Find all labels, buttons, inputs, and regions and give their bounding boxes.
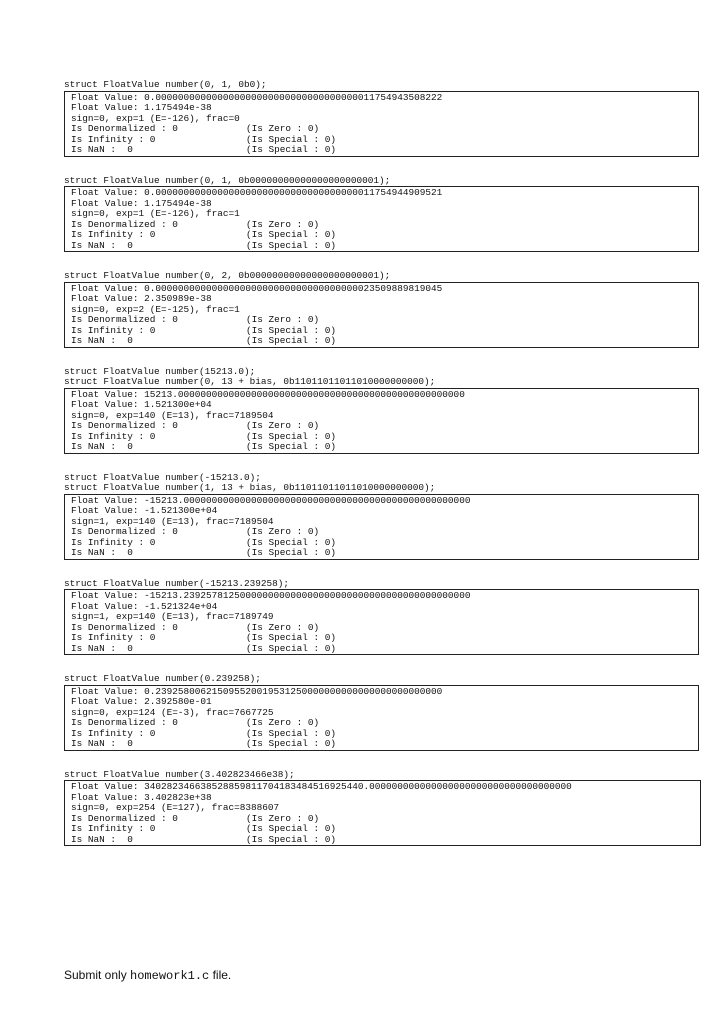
is-zero: (Is Zero : 0) [246, 717, 320, 728]
is-special: (Is Special : 0) [246, 324, 337, 336]
struct-declaration: struct FloatValue number(-15213.239258); [64, 577, 290, 589]
float-value-decimal: Float Value: 0.239258006215095520019531250000000000000000000000000 [71, 685, 443, 697]
float-example-block [64, 367, 704, 454]
float-example-block [64, 674, 704, 751]
is-special: (Is Special : 0) [246, 335, 337, 346]
is-denormalized: Is Denormalized : 0 [71, 314, 178, 325]
is-infinity: Is Infinity : 0 [71, 536, 156, 548]
struct-declaration: struct FloatValue number(0, 13 + bias, 0b11011011011010000000000); [64, 376, 436, 387]
is-zero: (Is Zero : 0) [246, 621, 320, 633]
is-nan: Is NaN : 0 [71, 833, 133, 845]
is-denormalized: Is Denormalized : 0 [71, 812, 178, 824]
output-box [64, 780, 701, 846]
float-example-block [64, 579, 704, 656]
float-value-scientific: Float Value: -1.521300e+04 [71, 505, 218, 516]
output-box [64, 685, 699, 751]
output-box [64, 589, 699, 655]
submission-prefix: Submit only [64, 968, 131, 982]
is-nan: Is NaN : 0 [71, 441, 133, 452]
output-box [64, 91, 699, 157]
float-value-scientific: Float Value: 1.521300e+04 [71, 399, 212, 410]
struct-declaration: struct FloatValue number(0, 1, 0b00000000000000000000001); [64, 174, 391, 186]
is-nan: Is NaN : 0 [71, 738, 133, 749]
is-special: (Is Special : 0) [246, 536, 337, 548]
float-example-block [64, 770, 704, 847]
is-special: (Is Special : 0) [246, 727, 337, 739]
is-zero: (Is Zero : 0) [246, 123, 320, 134]
float-value-scientific: Float Value: 1.175494e-38 [71, 197, 212, 209]
sign-exp-frac: sign=0, exp=2 (E=-125), frac=1 [71, 303, 240, 315]
sign-exp-frac: sign=0, exp=1 (E=-126), frac=0 [71, 112, 240, 124]
submission-suffix: file. [209, 968, 232, 982]
is-special: (Is Special : 0) [246, 642, 337, 654]
is-nan: Is NaN : 0 [71, 144, 133, 155]
is-special: (Is Special : 0) [246, 833, 337, 845]
is-special: (Is Special : 0) [246, 632, 337, 643]
is-infinity: Is Infinity : 0 [71, 823, 156, 834]
sign-exp-frac: sign=0, exp=124 (E=-3), frac=7667725 [71, 706, 274, 718]
is-nan: Is NaN : 0 [71, 335, 133, 346]
is-special: (Is Special : 0) [246, 229, 337, 240]
is-special: (Is Special : 0) [246, 823, 337, 834]
output-box [64, 282, 699, 348]
struct-declaration: struct FloatValue number(1, 13 + bias, 0b11011011011010000000000); [64, 482, 436, 493]
is-infinity: Is Infinity : 0 [71, 430, 156, 442]
is-infinity: Is Infinity : 0 [71, 229, 156, 240]
is-infinity: Is Infinity : 0 [71, 727, 156, 739]
float-example-block [64, 80, 704, 157]
is-zero: (Is Zero : 0) [246, 526, 320, 537]
is-special: (Is Special : 0) [246, 430, 337, 442]
sign-exp-frac: sign=1, exp=140 (E=13), frac=7189749 [71, 611, 274, 622]
float-example-block [64, 176, 704, 253]
float-value-scientific: Float Value: -1.521324e+04 [71, 600, 218, 612]
float-value-scientific: Float Value: 2.392580e-01 [71, 696, 212, 707]
float-value-decimal: Float Value: 340282346638528859811704183484516925440.000000000000000000000000000000000000 [71, 781, 572, 792]
sign-exp-frac: sign=0, exp=1 (E=-126), frac=1 [71, 208, 240, 219]
is-denormalized: Is Denormalized : 0 [71, 526, 178, 537]
is-denormalized: Is Denormalized : 0 [71, 420, 178, 431]
is-infinity: Is Infinity : 0 [71, 133, 156, 145]
struct-declaration: struct FloatValue number(0, 1, 0b0); [64, 79, 267, 90]
float-value-scientific: Float Value: 1.175494e-38 [71, 102, 212, 113]
struct-declaration: struct FloatValue number(0, 2, 0b00000000000000000000001); [64, 270, 391, 281]
is-zero: (Is Zero : 0) [246, 812, 320, 824]
is-nan: Is NaN : 0 [71, 239, 133, 251]
float-value-decimal: Float Value: -15213.239257812500000000000000000000000000000000000000000 [71, 590, 471, 601]
is-nan: Is NaN : 0 [71, 642, 133, 654]
is-zero: (Is Zero : 0) [246, 314, 320, 325]
is-special: (Is Special : 0) [246, 441, 337, 452]
is-infinity: Is Infinity : 0 [71, 632, 156, 643]
is-denormalized: Is Denormalized : 0 [71, 218, 178, 230]
output-box [64, 494, 699, 560]
struct-declaration: struct FloatValue number(3.402823466e38); [64, 768, 295, 780]
sign-exp-frac: sign=0, exp=140 (E=13), frac=7189504 [71, 409, 274, 421]
is-nan: Is NaN : 0 [71, 547, 133, 558]
float-value-decimal: Float Value: 0.000000000000000000000000000000000000023509889819045 [71, 282, 443, 294]
struct-declaration: struct FloatValue number(0.239258); [64, 673, 261, 684]
sign-exp-frac: sign=1, exp=140 (E=13), frac=7189504 [71, 515, 274, 527]
float-value-decimal: Float Value: 0.000000000000000000000000000000000000011754943508222 [71, 91, 443, 103]
is-special: (Is Special : 0) [246, 738, 337, 749]
float-value-decimal: Float Value: 15213.000000000000000000000000000000000000000000000000000 [71, 388, 465, 400]
document-body [64, 80, 704, 862]
is-zero: (Is Zero : 0) [246, 218, 320, 230]
struct-declaration: struct FloatValue number(-15213.0); [64, 471, 261, 483]
float-value-scientific: Float Value: 2.350989e-38 [71, 293, 212, 304]
is-zero: (Is Zero : 0) [246, 420, 320, 431]
is-special: (Is Special : 0) [246, 547, 337, 558]
is-special: (Is Special : 0) [246, 239, 337, 251]
is-special: (Is Special : 0) [246, 133, 337, 145]
float-value-decimal: Float Value: -15213.000000000000000000000000000000000000000000000000000 [71, 494, 471, 506]
float-value-decimal: Float Value: 0.000000000000000000000000000000000000011754944909521 [71, 187, 443, 198]
sign-exp-frac: sign=0, exp=254 (E=127), frac=8388607 [71, 802, 280, 813]
float-value-scientific: Float Value: 3.402823e+38 [71, 791, 212, 803]
is-denormalized: Is Denormalized : 0 [71, 717, 178, 728]
struct-declaration: struct FloatValue number(15213.0); [64, 365, 256, 377]
is-infinity: Is Infinity : 0 [71, 324, 156, 336]
float-example-block [64, 271, 704, 348]
submission-filename: homework1.c [130, 969, 210, 983]
is-denormalized: Is Denormalized : 0 [71, 123, 178, 134]
output-box [64, 186, 699, 252]
float-example-block [64, 473, 704, 560]
output-box [64, 388, 699, 454]
submission-note [64, 968, 231, 983]
is-special: (Is Special : 0) [246, 144, 337, 155]
is-denormalized: Is Denormalized : 0 [71, 621, 178, 633]
